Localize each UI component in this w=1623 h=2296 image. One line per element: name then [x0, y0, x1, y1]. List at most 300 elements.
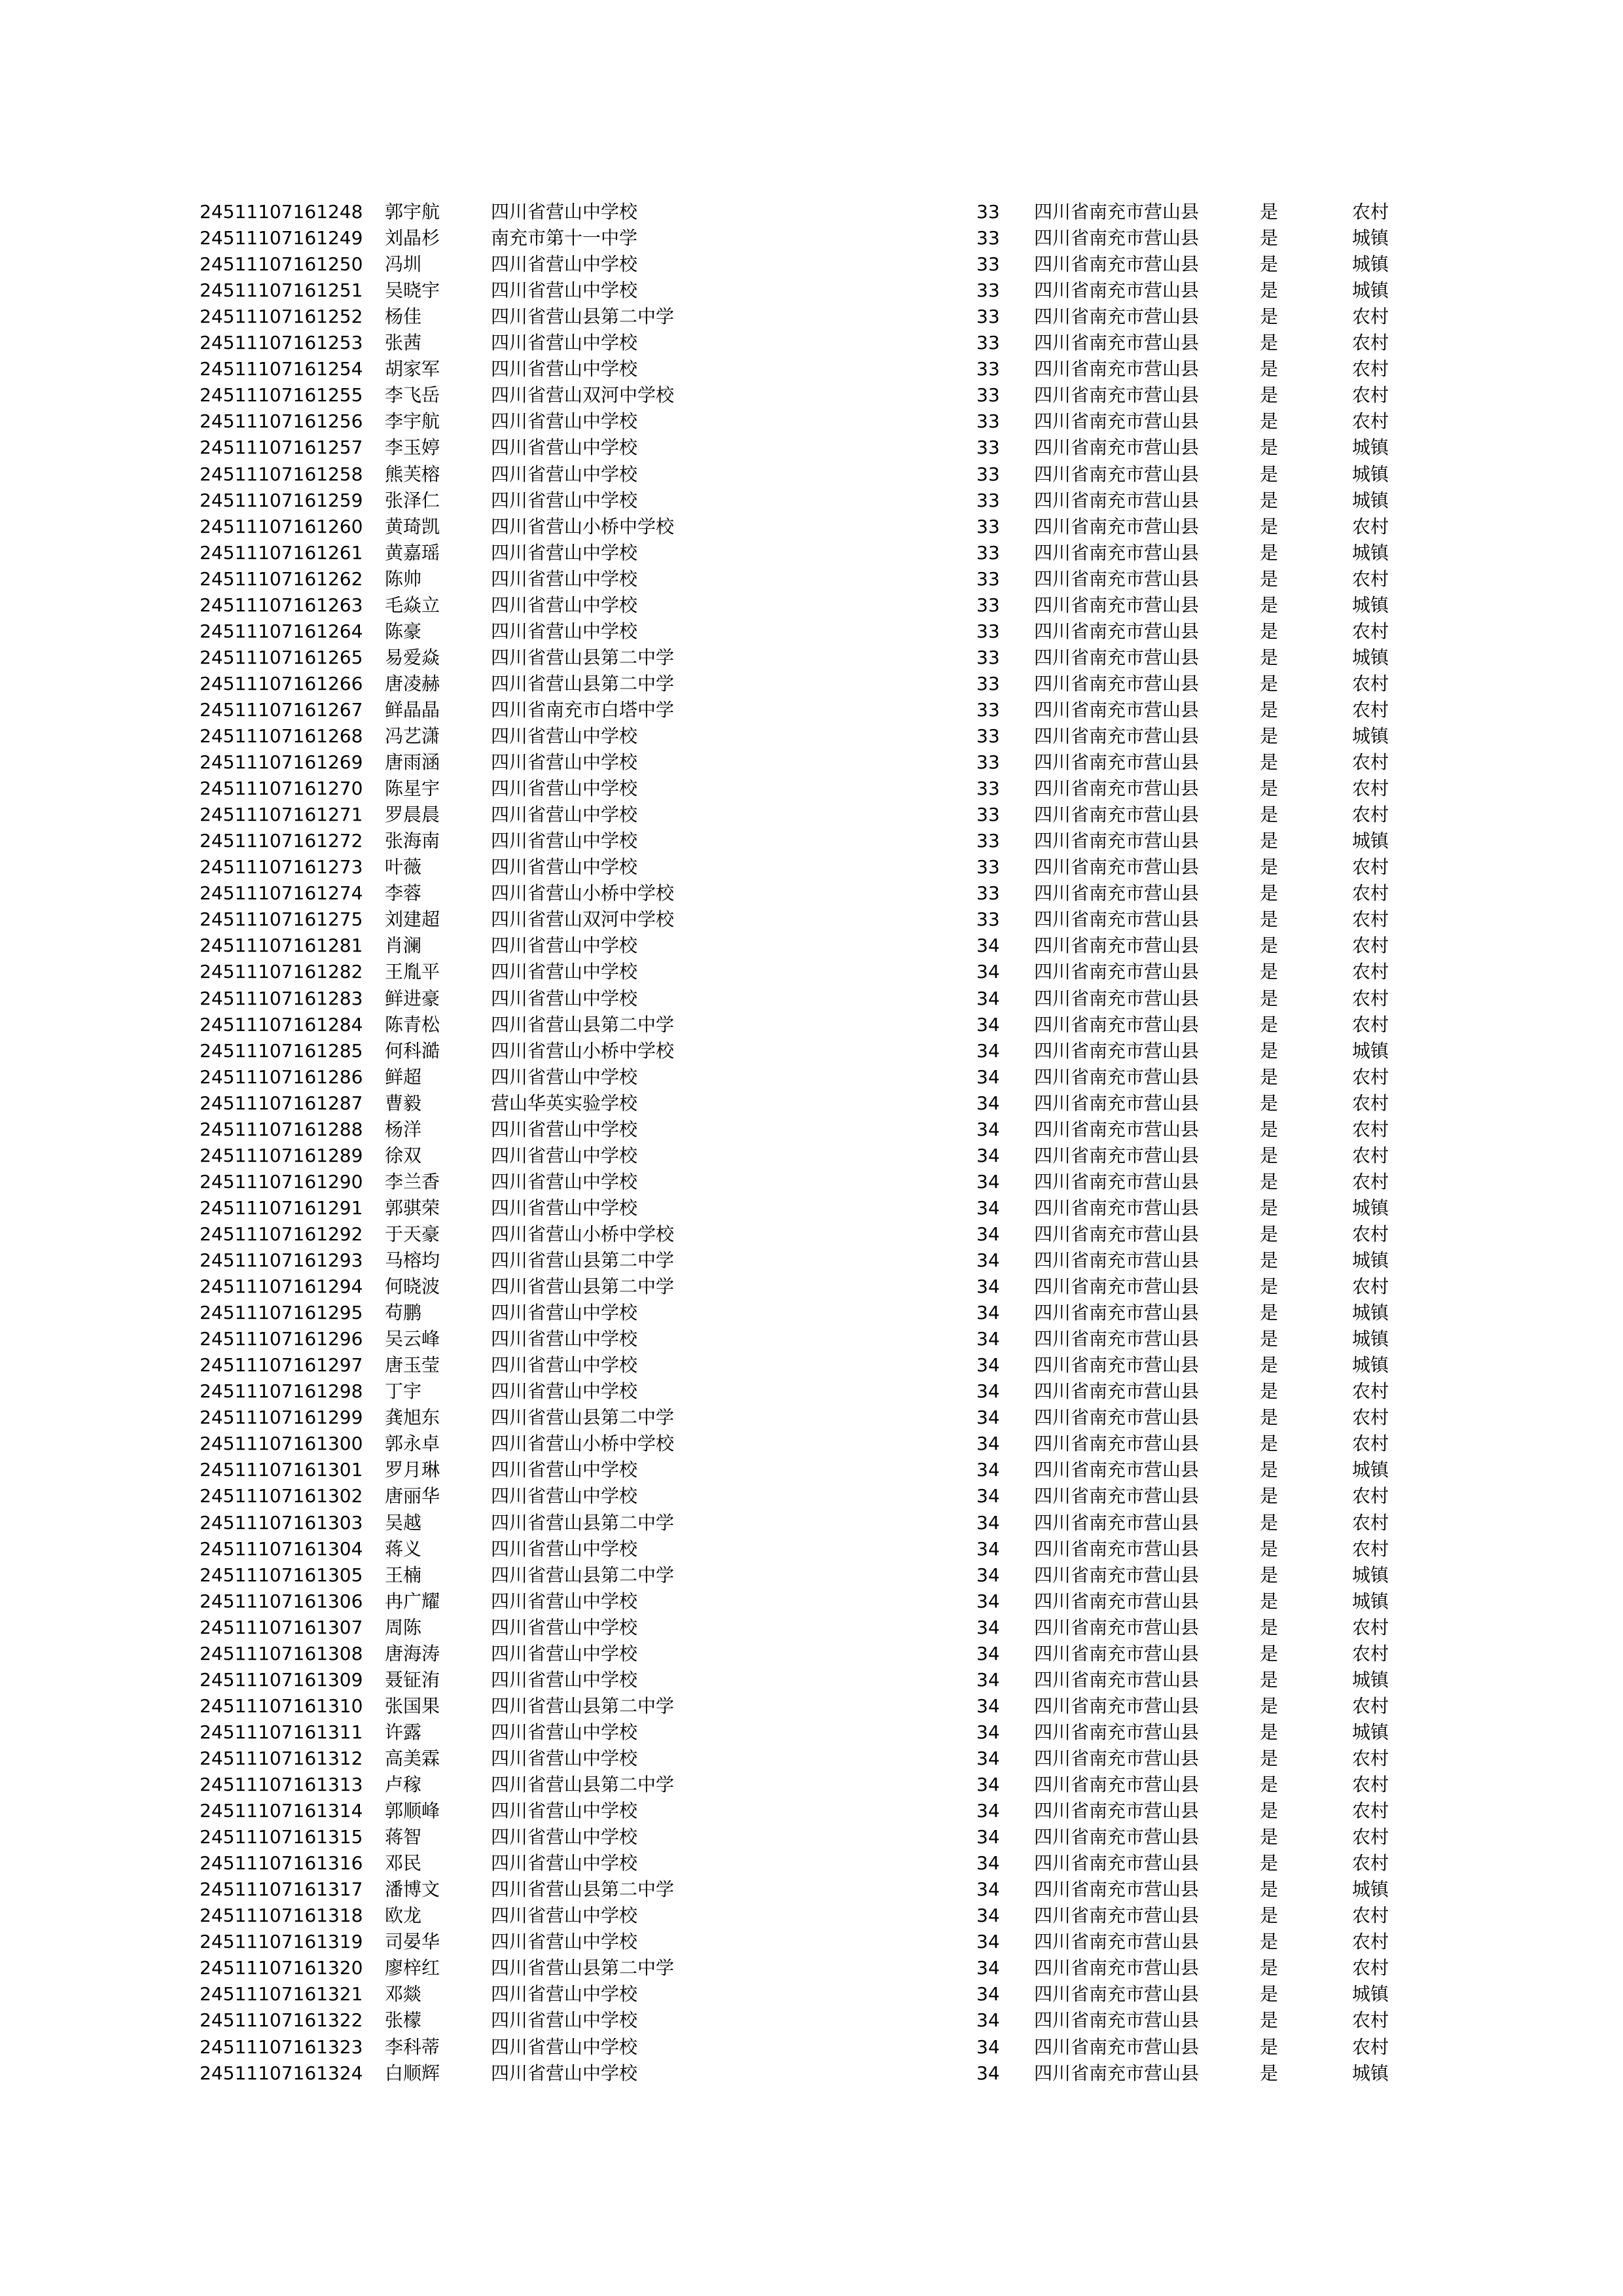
cell-id: 24511107161253 — [200, 332, 363, 354]
table-row — [0, 1903, 1623, 1929]
cell-region: 四川省南充市营山县 — [1034, 856, 1200, 878]
cell-school: 四川省营山小桥中学校 — [491, 1433, 675, 1455]
cell-area: 农村 — [1352, 1276, 1389, 1298]
cell-score: 33 — [976, 830, 1000, 852]
cell-flag: 是 — [1260, 1066, 1279, 1088]
cell-name: 邓燚 — [385, 1983, 422, 2005]
cell-flag: 是 — [1260, 358, 1279, 380]
cell-id: 24511107161261 — [200, 541, 363, 564]
cell-school: 四川省营山中学校 — [491, 1328, 638, 1350]
cell-area: 城镇 — [1352, 1039, 1389, 1062]
cell-school: 四川省营山中学校 — [491, 463, 638, 485]
cell-id: 24511107161258 — [200, 463, 363, 485]
cell-score: 34 — [976, 2062, 1000, 2084]
cell-area: 农村 — [1352, 1747, 1389, 1769]
cell-area: 农村 — [1352, 1642, 1389, 1664]
cell-id: 24511107161249 — [200, 227, 363, 249]
table-row — [0, 304, 1623, 330]
cell-flag: 是 — [1260, 1092, 1279, 1114]
cell-score: 34 — [976, 1564, 1000, 1586]
cell-flag: 是 — [1260, 463, 1279, 485]
cell-name: 廖梓红 — [385, 1957, 440, 1979]
cell-id: 24511107161313 — [200, 1774, 363, 1795]
cell-school: 四川省营山中学校 — [491, 437, 638, 459]
cell-score: 33 — [976, 410, 1000, 433]
cell-name: 卢稼 — [385, 1774, 422, 1795]
cell-flag: 是 — [1260, 1852, 1279, 1874]
cell-name: 聂钲洧 — [385, 1668, 440, 1691]
cell-score: 34 — [976, 1668, 1000, 1691]
cell-region: 四川省南充市营山县 — [1034, 1433, 1200, 1455]
cell-name: 张泽仁 — [385, 489, 440, 511]
cell-score: 33 — [976, 856, 1000, 878]
table-row — [0, 2034, 1623, 2060]
cell-region: 四川省南充市营山县 — [1034, 961, 1200, 983]
cell-region: 四川省南充市营山县 — [1034, 567, 1200, 590]
cell-score: 34 — [976, 1511, 1000, 1534]
cell-name: 冯圳 — [385, 253, 422, 276]
table-row — [0, 461, 1623, 488]
cell-id: 24511107161283 — [200, 987, 363, 1009]
cell-region: 四川省南充市营山县 — [1034, 1721, 1200, 1743]
cell-flag: 是 — [1260, 1826, 1279, 1848]
table-row — [0, 619, 1623, 645]
cell-region: 四川省南充市营山县 — [1034, 830, 1200, 852]
cell-score: 33 — [976, 306, 1000, 328]
table-row — [0, 1012, 1623, 1038]
table-row — [0, 1588, 1623, 1615]
cell-area: 农村 — [1352, 1616, 1389, 1638]
cell-score: 33 — [976, 620, 1000, 642]
cell-name: 刘晶杉 — [385, 227, 440, 249]
cell-score: 33 — [976, 882, 1000, 905]
cell-score: 34 — [976, 1878, 1000, 1901]
cell-area: 城镇 — [1352, 1983, 1389, 2005]
cell-region: 四川省南充市营山县 — [1034, 1852, 1200, 1874]
cell-id: 24511107161260 — [200, 515, 363, 537]
cell-name: 吴晓宇 — [385, 279, 440, 302]
cell-score: 34 — [976, 935, 1000, 957]
cell-school: 四川省营山中学校 — [491, 1118, 638, 1140]
cell-id: 24511107161265 — [200, 646, 363, 668]
cell-name: 唐玉莹 — [385, 1354, 440, 1376]
cell-name: 张檬 — [385, 2009, 422, 2032]
cell-name: 肖澜 — [385, 935, 422, 957]
cell-region: 四川省南充市营山县 — [1034, 1668, 1200, 1691]
cell-id: 24511107161255 — [200, 384, 363, 406]
cell-flag: 是 — [1260, 882, 1279, 905]
table-row — [0, 1352, 1623, 1378]
cell-school: 四川省营山中学校 — [491, 201, 638, 223]
cell-score: 34 — [976, 1433, 1000, 1455]
cell-id: 24511107161314 — [200, 1800, 363, 1822]
cell-flag: 是 — [1260, 698, 1279, 721]
cell-name: 鲜超 — [385, 1066, 422, 1088]
cell-name: 郭顺峰 — [385, 1800, 440, 1822]
cell-id: 24511107161294 — [200, 1276, 363, 1298]
cell-id: 24511107161254 — [200, 358, 363, 380]
cell-flag: 是 — [1260, 1800, 1279, 1822]
cell-name: 蒋智 — [385, 1826, 422, 1848]
cell-id: 24511107161248 — [200, 201, 363, 223]
cell-name: 何科澔 — [385, 1039, 440, 1062]
table-row — [0, 854, 1623, 880]
cell-name: 罗月琳 — [385, 1459, 440, 1481]
cell-flag: 是 — [1260, 567, 1279, 590]
table-row — [0, 1929, 1623, 1955]
cell-area: 城镇 — [1352, 1564, 1389, 1586]
cell-name: 许露 — [385, 1721, 422, 1743]
cell-region: 四川省南充市营山县 — [1034, 908, 1200, 931]
cell-flag: 是 — [1260, 646, 1279, 668]
table-row — [0, 1405, 1623, 1431]
cell-id: 24511107161288 — [200, 1118, 363, 1140]
cell-flag: 是 — [1260, 1564, 1279, 1586]
cell-school: 四川省营山中学校 — [491, 1642, 638, 1664]
cell-area: 农村 — [1352, 698, 1389, 721]
cell-region: 四川省南充市营山县 — [1034, 1066, 1200, 1088]
cell-school: 四川省营山县第二中学 — [491, 1407, 675, 1429]
cell-score: 33 — [976, 279, 1000, 302]
cell-school: 四川省营山县第二中学 — [491, 1013, 675, 1035]
cell-area: 农村 — [1352, 567, 1389, 590]
cell-area: 城镇 — [1352, 830, 1389, 852]
cell-id: 24511107161264 — [200, 620, 363, 642]
cell-id: 24511107161307 — [200, 1616, 363, 1638]
cell-id: 24511107161275 — [200, 908, 363, 931]
cell-name: 刘建超 — [385, 908, 440, 931]
cell-region: 四川省南充市营山县 — [1034, 437, 1200, 459]
cell-score: 34 — [976, 1380, 1000, 1403]
cell-score: 34 — [976, 1407, 1000, 1429]
cell-name: 杨洋 — [385, 1118, 422, 1140]
table-row — [0, 1955, 1623, 1981]
cell-school: 四川省营山县第二中学 — [491, 1276, 675, 1298]
cell-school: 四川省营山中学校 — [491, 2036, 638, 2058]
cell-school: 四川省营山小桥中学校 — [491, 882, 675, 905]
cell-score: 34 — [976, 1354, 1000, 1376]
table-row — [0, 1169, 1623, 1195]
cell-area: 农村 — [1352, 1170, 1389, 1193]
cell-flag: 是 — [1260, 1433, 1279, 1455]
cell-area: 农村 — [1352, 1800, 1389, 1822]
cell-id: 24511107161263 — [200, 594, 363, 616]
cell-region: 四川省南充市营山县 — [1034, 227, 1200, 249]
cell-school: 四川省营山中学校 — [491, 358, 638, 380]
cell-score: 34 — [976, 1039, 1000, 1062]
cell-score: 33 — [976, 253, 1000, 276]
cell-score: 33 — [976, 751, 1000, 774]
cell-flag: 是 — [1260, 332, 1279, 354]
cell-name: 邓民 — [385, 1852, 422, 1874]
cell-name: 胡家军 — [385, 358, 440, 380]
cell-name: 徐双 — [385, 1144, 422, 1166]
cell-id: 24511107161267 — [200, 698, 363, 721]
cell-area: 城镇 — [1352, 1590, 1389, 1612]
table-row — [0, 566, 1623, 592]
cell-score: 34 — [976, 1537, 1000, 1560]
cell-id: 24511107161298 — [200, 1380, 363, 1403]
cell-school: 四川省营山中学校 — [491, 489, 638, 511]
cell-score: 34 — [976, 1983, 1000, 2005]
cell-school: 四川省营山中学校 — [491, 935, 638, 957]
cell-name: 蒋义 — [385, 1537, 422, 1560]
cell-id: 24511107161310 — [200, 1695, 363, 1717]
cell-region: 四川省南充市营山县 — [1034, 698, 1200, 721]
cell-name: 易爱焱 — [385, 646, 440, 668]
table-row — [0, 959, 1623, 985]
cell-area: 农村 — [1352, 2036, 1389, 2058]
table-row — [0, 488, 1623, 514]
table-row — [0, 671, 1623, 697]
table-row — [0, 408, 1623, 435]
cell-score: 34 — [976, 1957, 1000, 1979]
table-row — [0, 1772, 1623, 1798]
table-row — [0, 540, 1623, 566]
cell-flag: 是 — [1260, 935, 1279, 957]
cell-name: 陈帅 — [385, 567, 422, 590]
cell-area: 农村 — [1352, 672, 1389, 694]
cell-id: 24511107161284 — [200, 1013, 363, 1035]
cell-region: 四川省南充市营山县 — [1034, 2062, 1200, 2084]
cell-id: 24511107161312 — [200, 1747, 363, 1769]
table-row — [0, 330, 1623, 356]
cell-region: 四川省南充市营山县 — [1034, 1931, 1200, 1953]
table-row — [0, 1562, 1623, 1588]
cell-area: 农村 — [1352, 1826, 1389, 1848]
cell-area: 农村 — [1352, 1380, 1389, 1403]
cell-region: 四川省南充市营山县 — [1034, 1407, 1200, 1429]
cell-flag: 是 — [1260, 1642, 1279, 1664]
cell-school: 四川省营山中学校 — [491, 1905, 638, 1927]
table-row — [0, 1221, 1623, 1247]
table-row — [0, 382, 1623, 408]
cell-score: 34 — [976, 2009, 1000, 2032]
cell-score: 33 — [976, 358, 1000, 380]
cell-school: 四川省营山小桥中学校 — [491, 515, 675, 537]
cell-region: 四川省南充市营山县 — [1034, 1590, 1200, 1612]
cell-score: 34 — [976, 1747, 1000, 1769]
table-row — [0, 645, 1623, 671]
cell-school: 四川省营山小桥中学校 — [491, 1039, 675, 1062]
cell-region: 四川省南充市营山县 — [1034, 1118, 1200, 1140]
cell-score: 33 — [976, 725, 1000, 747]
cell-score: 34 — [976, 961, 1000, 983]
cell-id: 24511107161296 — [200, 1328, 363, 1350]
cell-score: 34 — [976, 987, 1000, 1009]
cell-school: 四川省营山中学校 — [491, 332, 638, 354]
table-row — [0, 199, 1623, 225]
table-row — [0, 1090, 1623, 1117]
cell-area: 农村 — [1352, 306, 1389, 328]
cell-flag: 是 — [1260, 1590, 1279, 1612]
cell-flag: 是 — [1260, 1668, 1279, 1691]
cell-school: 四川省营山中学校 — [491, 1380, 638, 1403]
cell-id: 24511107161286 — [200, 1066, 363, 1088]
cell-name: 黄琦凯 — [385, 515, 440, 537]
cell-area: 农村 — [1352, 1092, 1389, 1114]
cell-id: 24511107161317 — [200, 1878, 363, 1901]
cell-id: 24511107161308 — [200, 1642, 363, 1664]
cell-region: 四川省南充市营山县 — [1034, 515, 1200, 537]
cell-area: 农村 — [1352, 1407, 1389, 1429]
cell-area: 农村 — [1352, 201, 1389, 223]
cell-flag: 是 — [1260, 778, 1279, 800]
cell-region: 四川省南充市营山县 — [1034, 935, 1200, 957]
cell-region: 四川省南充市营山县 — [1034, 1170, 1200, 1193]
cell-name: 周陈 — [385, 1616, 422, 1638]
cell-area: 农村 — [1352, 1931, 1389, 1953]
cell-region: 四川省南充市营山县 — [1034, 1380, 1200, 1403]
cell-region: 四川省南充市营山县 — [1034, 1223, 1200, 1245]
cell-id: 24511107161306 — [200, 1590, 363, 1612]
cell-name: 司晏华 — [385, 1931, 440, 1953]
cell-id: 24511107161324 — [200, 2062, 363, 2084]
table-row — [0, 933, 1623, 959]
cell-school: 四川省营山中学校 — [491, 1144, 638, 1166]
cell-flag: 是 — [1260, 725, 1279, 747]
cell-region: 四川省南充市营山县 — [1034, 1092, 1200, 1114]
cell-region: 四川省南充市营山县 — [1034, 1485, 1200, 1507]
cell-school: 四川省营山中学校 — [491, 279, 638, 302]
cell-name: 于天豪 — [385, 1223, 440, 1245]
table-row — [0, 1143, 1623, 1169]
cell-region: 四川省南充市营山县 — [1034, 1302, 1200, 1324]
cell-region: 四川省南充市营山县 — [1034, 1642, 1200, 1664]
cell-region: 四川省南充市营山县 — [1034, 2009, 1200, 2032]
cell-name: 郭宇航 — [385, 201, 440, 223]
cell-school: 四川省营山中学校 — [491, 830, 638, 852]
cell-region: 四川省南充市营山县 — [1034, 672, 1200, 694]
cell-flag: 是 — [1260, 594, 1279, 616]
cell-id: 24511107161321 — [200, 1983, 363, 2005]
cell-school: 四川省营山中学校 — [491, 620, 638, 642]
table-row — [0, 776, 1623, 802]
table-row — [0, 1981, 1623, 2007]
cell-id: 24511107161274 — [200, 882, 363, 905]
cell-area: 城镇 — [1352, 463, 1389, 485]
cell-school: 四川省营山县第二中学 — [491, 1564, 675, 1586]
cell-area: 城镇 — [1352, 1249, 1389, 1271]
cell-region: 四川省南充市营山县 — [1034, 1249, 1200, 1271]
table-row — [0, 1746, 1623, 1772]
table-row — [0, 1693, 1623, 1719]
cell-area: 城镇 — [1352, 1721, 1389, 1743]
cell-score: 33 — [976, 489, 1000, 511]
cell-region: 四川省南充市营山县 — [1034, 1695, 1200, 1717]
table-row — [0, 1326, 1623, 1352]
cell-area: 农村 — [1352, 1511, 1389, 1534]
cell-score: 34 — [976, 1774, 1000, 1795]
cell-school: 四川省营山中学校 — [491, 567, 638, 590]
cell-id: 24511107161322 — [200, 2009, 363, 2032]
cell-score: 33 — [976, 594, 1000, 616]
cell-school: 南充市第十一中学 — [491, 227, 638, 249]
cell-region: 四川省南充市营山县 — [1034, 882, 1200, 905]
cell-name: 罗晨晨 — [385, 804, 440, 826]
cell-score: 33 — [976, 804, 1000, 826]
cell-school: 四川省营山中学校 — [491, 1590, 638, 1612]
cell-name: 丁宇 — [385, 1380, 422, 1403]
cell-school: 四川省营山中学校 — [491, 1066, 638, 1088]
cell-area: 农村 — [1352, 935, 1389, 957]
cell-school: 四川省营山中学校 — [491, 856, 638, 878]
cell-school: 四川省营山县第二中学 — [491, 1695, 675, 1717]
table-row — [0, 1247, 1623, 1274]
cell-region: 四川省南充市营山县 — [1034, 1983, 1200, 2005]
cell-flag: 是 — [1260, 1905, 1279, 1927]
cell-area: 农村 — [1352, 1013, 1389, 1035]
cell-id: 24511107161282 — [200, 961, 363, 983]
cell-score: 34 — [976, 1852, 1000, 1874]
cell-region: 四川省南充市营山县 — [1034, 594, 1200, 616]
cell-score: 34 — [976, 1931, 1000, 1953]
cell-score: 34 — [976, 1302, 1000, 1324]
cell-id: 24511107161318 — [200, 1905, 363, 1927]
cell-name: 杨佳 — [385, 306, 422, 328]
cell-region: 四川省南充市营山县 — [1034, 1144, 1200, 1166]
cell-id: 24511107161285 — [200, 1039, 363, 1062]
cell-region: 四川省南充市营山县 — [1034, 1774, 1200, 1795]
cell-school: 四川省营山中学校 — [491, 1721, 638, 1743]
cell-area: 农村 — [1352, 751, 1389, 774]
cell-area: 农村 — [1352, 1774, 1389, 1795]
cell-flag: 是 — [1260, 2036, 1279, 2058]
cell-id: 24511107161271 — [200, 804, 363, 826]
cell-id: 24511107161268 — [200, 725, 363, 747]
cell-flag: 是 — [1260, 1380, 1279, 1403]
cell-id: 24511107161266 — [200, 672, 363, 694]
cell-name: 马榕均 — [385, 1249, 440, 1271]
cell-area: 城镇 — [1352, 279, 1389, 302]
cell-flag: 是 — [1260, 1931, 1279, 1953]
cell-name: 吴云峰 — [385, 1328, 440, 1350]
cell-region: 四川省南充市营山县 — [1034, 1537, 1200, 1560]
cell-flag: 是 — [1260, 279, 1279, 302]
table-row — [0, 1064, 1623, 1090]
cell-area: 城镇 — [1352, 1196, 1389, 1219]
cell-score: 34 — [976, 1695, 1000, 1717]
cell-school: 四川省营山小桥中学校 — [491, 1223, 675, 1245]
cell-region: 四川省南充市营山县 — [1034, 1616, 1200, 1638]
cell-name: 吴越 — [385, 1511, 422, 1534]
cell-name: 张国果 — [385, 1695, 440, 1717]
cell-area: 城镇 — [1352, 1328, 1389, 1350]
cell-id: 24511107161256 — [200, 410, 363, 433]
cell-area: 农村 — [1352, 515, 1389, 537]
cell-school: 四川省营山中学校 — [491, 1668, 638, 1691]
cell-region: 四川省南充市营山县 — [1034, 1878, 1200, 1901]
cell-name: 张海南 — [385, 830, 440, 852]
cell-area: 农村 — [1352, 1144, 1389, 1166]
cell-score: 34 — [976, 1328, 1000, 1350]
cell-school: 四川省营山中学校 — [491, 410, 638, 433]
table-row — [0, 1274, 1623, 1300]
cell-school: 四川省营山中学校 — [491, 961, 638, 983]
cell-flag: 是 — [1260, 1511, 1279, 1534]
cell-name: 唐丽华 — [385, 1485, 440, 1507]
cell-id: 24511107161299 — [200, 1407, 363, 1429]
cell-region: 四川省南充市营山县 — [1034, 253, 1200, 276]
cell-area: 城镇 — [1352, 646, 1389, 668]
cell-region: 四川省南充市营山县 — [1034, 384, 1200, 406]
cell-id: 24511107161257 — [200, 437, 363, 459]
cell-name: 唐海涛 — [385, 1642, 440, 1664]
cell-area: 农村 — [1352, 1695, 1389, 1717]
table-row — [0, 1510, 1623, 1536]
cell-flag: 是 — [1260, 620, 1279, 642]
table-row — [0, 1431, 1623, 1457]
